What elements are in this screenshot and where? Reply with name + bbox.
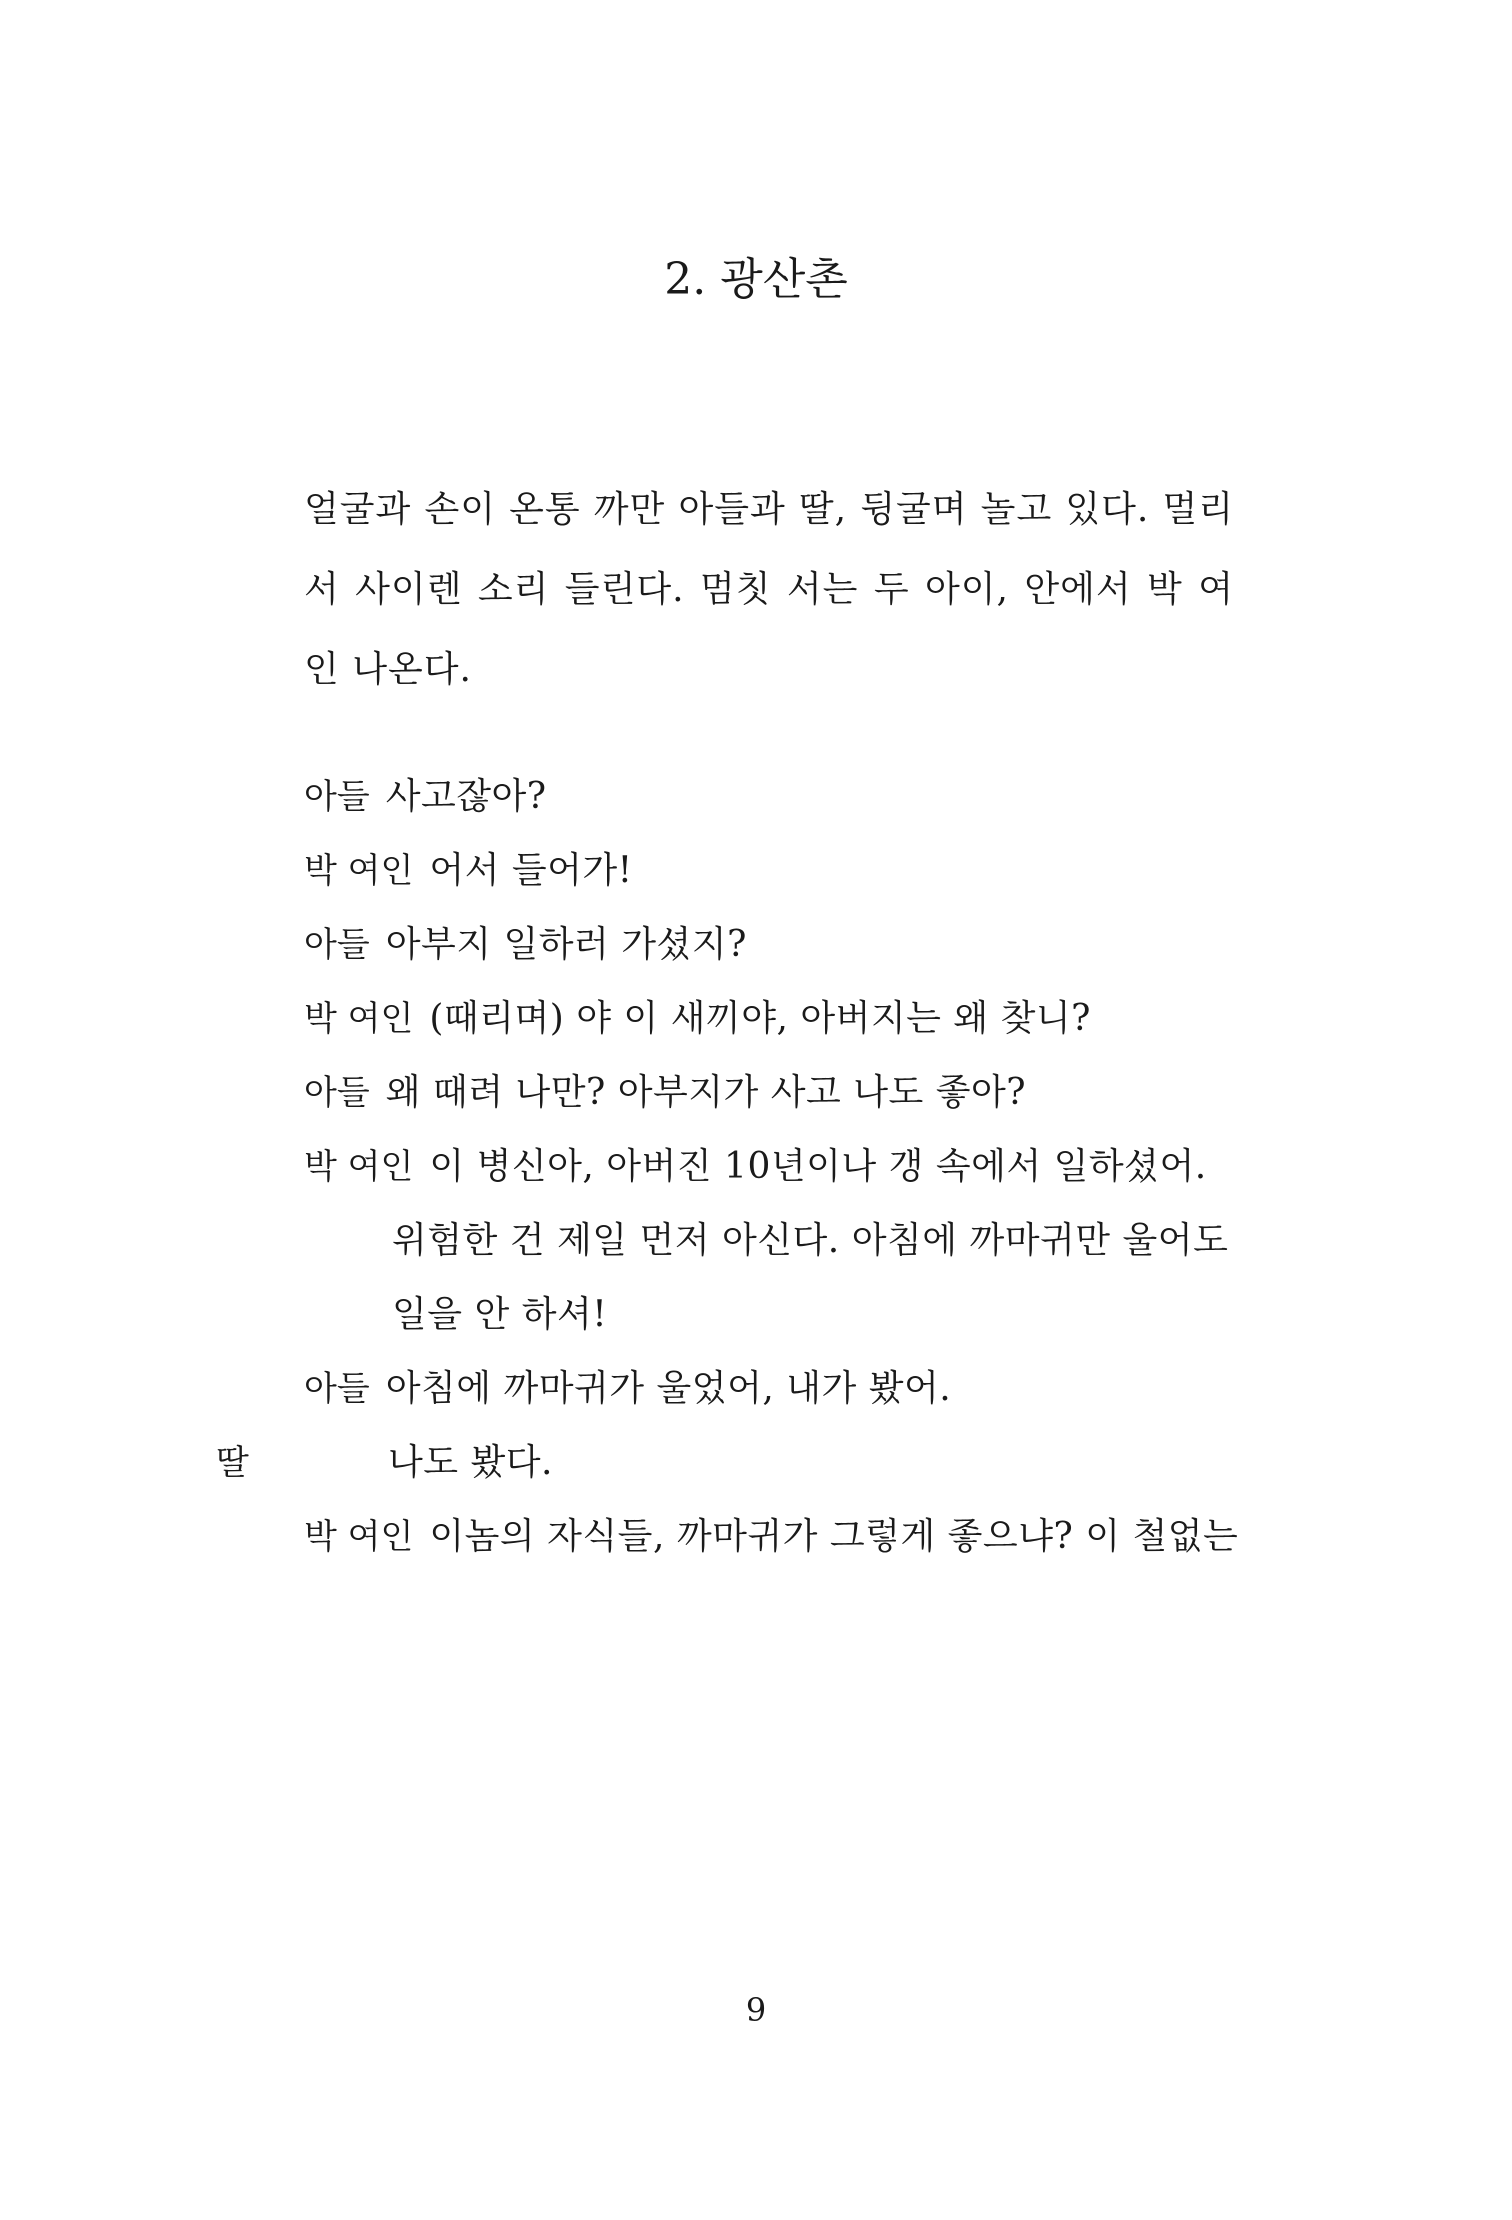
speaker-name: 아들 xyxy=(304,925,370,965)
speaker-name: 아들 xyxy=(304,1369,370,1409)
dialogue-line xyxy=(304,834,1244,908)
dialogue-text: 아부지 일하러 가셨지? xyxy=(385,924,747,965)
dialogue-line xyxy=(304,1500,1244,1574)
speaker-name: 아들 xyxy=(304,777,370,817)
dialogue-text: 이놈의 자식들, 까마귀가 그렇게 좋으냐? 이 철없는 xyxy=(429,1516,1239,1557)
dialogue-line xyxy=(304,1130,1244,1352)
dialogue-text: 아침에 까마귀가 울었어, 내가 봤어. xyxy=(385,1368,952,1409)
dialogue-block xyxy=(216,760,1244,1574)
dialogue-line xyxy=(304,760,1244,834)
speaker-name: 박 여인 xyxy=(304,999,414,1039)
dialogue-text: 사고잖아? xyxy=(385,776,547,817)
dialogue-line xyxy=(216,1426,1244,1500)
dialogue-text: 이 병신아, 아버진 10년이나 갱 속에서 일하셨어. 위험한 건 제일 먼저 아신다. 아침에 까마귀만 울어도 일을 안 하셔! xyxy=(392,1146,1229,1335)
dialogue-line xyxy=(304,1352,1244,1426)
stage-direction: 얼굴과 손이 온통 까만 아들과 딸, 뒹굴며 놀고 있다. 멀리서 사이렌 소리 들린다. 멈칫 서는 두 아이, 안에서 박 여인 나온다. xyxy=(304,489,1234,690)
page-number: 9 xyxy=(745,1991,767,2029)
dialogue-text: 어서 들어가! xyxy=(429,850,633,891)
speaker-name: 딸 xyxy=(216,1443,249,1483)
dialogue-text: (때리며) 야 이 새끼야, 아버지는 왜 찾니? xyxy=(429,998,1091,1039)
dialogue-line xyxy=(304,908,1244,982)
chapter-title: 2. 광산촌 xyxy=(664,254,848,305)
dialogue-line xyxy=(304,982,1244,1056)
dialogue-text: 왜 때려 나만? 아부지가 사고 나도 좋아? xyxy=(385,1072,1027,1113)
speaker-name: 박 여인 xyxy=(304,1517,414,1557)
dialogue-text: 나도 봤다. xyxy=(388,1442,553,1483)
speaker-name: 박 여인 xyxy=(304,851,414,891)
speaker-name: 박 여인 xyxy=(304,1147,414,1187)
dialogue-line xyxy=(304,1056,1244,1130)
speaker-name: 아들 xyxy=(304,1073,370,1113)
